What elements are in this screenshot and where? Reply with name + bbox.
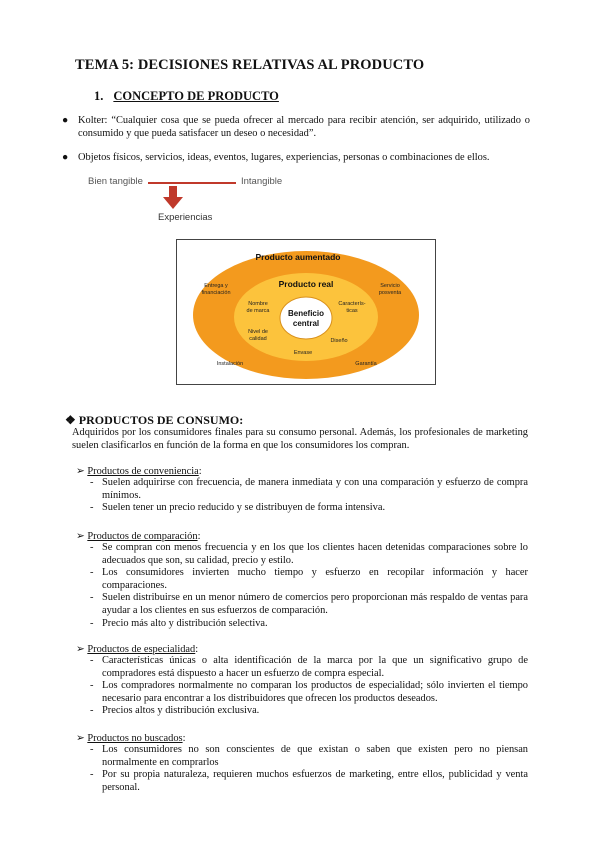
group-heading: ➢ Productos no buscados:	[76, 733, 186, 744]
list-item: - Los consumidores invierten mucho tiempo y esfuerzo en recopilar información y hacer comparaciones.	[90, 567, 528, 591]
bullet-text: Kolter: “Cualquier cosa que se pueda ofrecer al mercado para recibir atención, ser adquirido, utilizado o consumido y que pueda satisfacer un deseo o necesidad”.	[78, 115, 530, 139]
spectrum-line	[148, 182, 236, 184]
svg-text:Instalación: Instalación	[216, 361, 244, 367]
group-label: Productos de comparación	[87, 531, 198, 542]
product-levels-diagram	[176, 239, 436, 385]
section-heading	[94, 89, 279, 104]
list-item: - Se compran con menos frecuencia y en los que los clientes hacen detenidas comparaciones sobre lo adecuados que son, su calidad, precio y estilo.	[90, 542, 528, 566]
arrow-bullet-icon: ➢	[76, 531, 85, 542]
group-label: Productos no buscados	[87, 733, 183, 744]
core-label: Beneficio central	[287, 309, 325, 328]
diamond-icon: ❖	[65, 413, 76, 427]
spectrum-arrow-label: Experiencias	[158, 212, 213, 223]
bullet-text: Objetos físicos, servicios, ideas, eventos, lugares, experiencias, personas o combinaciones de ellos.	[78, 152, 490, 163]
list-item: - Por su propia naturaleza, requieren muchos esfuerzos de marketing, entre ellos, publicidad y venta personal.	[90, 769, 528, 793]
arrow-bullet-icon: ➢	[76, 466, 85, 477]
list-item: - Precios altos y distribución exclusiva.	[90, 705, 260, 717]
core-benefit-circle	[280, 297, 332, 339]
list-item: - Suelen distribuirse en un menor número de comercios pero proporcionan más respaldo de ventas para ayudar a los clientes en sus esfuerzos de comparación.	[90, 592, 528, 616]
group-items	[90, 542, 528, 630]
group-heading: ➢ Productos de conveniencia:	[76, 466, 202, 477]
group-label: Productos de conveniencia	[87, 466, 199, 477]
svg-text:Servicioposventa: Servicio posventa	[378, 283, 402, 296]
consumo-heading	[65, 413, 243, 428]
group-heading: ➢ Productos de comparación:	[76, 531, 201, 542]
list-item: - Suelen tener un precio reducido y se distribuyen de forma intensiva.	[90, 502, 386, 514]
list-item: - Suelen adquirirse con frecuencia, de manera inmediata y con una comparación y esfuerzo de compra mínimos.	[90, 477, 528, 501]
list-item: - Los compradores normalmente no comparan los productos de especialidad; sólo invierten el tiempo necesario para encontrar a los distribuidores que ofrecen los productos deseados.	[90, 680, 528, 704]
page-title: TEMA 5: DECISIONES RELATIVAS AL PRODUCTO	[75, 57, 425, 73]
section-title: CONCEPTO DE PRODUCTO	[113, 89, 279, 103]
group-items	[90, 477, 528, 515]
group-items	[90, 655, 528, 718]
bullet-dot-icon: ●	[62, 152, 69, 163]
svg-text:Garantía: Garantía	[355, 361, 377, 367]
group-heading: ➢ Productos de especialidad:	[76, 644, 199, 655]
bullet-item	[62, 152, 530, 165]
svg-text:Caracterís-ticas: Caracterís-ticas	[338, 301, 366, 314]
list-item: - Los consumidores no son conscientes de que existan o saben que existen pero no piensan normalmente en comprarlos	[90, 744, 528, 768]
svg-text:Entrega yfinanciación: Entrega y financiación	[201, 283, 231, 296]
spectrum-right-label: Intangible	[241, 176, 283, 187]
spectrum-left-label: Bien tangible	[88, 176, 143, 187]
bullet-item	[62, 115, 530, 140]
list-item: - Características únicas o alta identificación de la marca por la que un significativo grupo de compradores está dispuesto a hacer un esfuerzo de compra especial.	[90, 655, 528, 679]
consumo-intro: Adquiridos por los consumidores finales para su consumo personal. Además, los profesionales de marketing suelen clasificarlos en función de la forma en que los consumidores los compran.	[72, 427, 528, 451]
list-item: - Precio más alto y distribución selectiva.	[90, 617, 268, 629]
augmented-label: Producto aumentado	[255, 252, 341, 262]
group-items	[90, 744, 528, 794]
consumo-heading-text: PRODUCTOS DE CONSUMO:	[78, 413, 244, 427]
svg-text:Envase: Envase	[293, 350, 313, 356]
bullet-dot-icon: ●	[62, 115, 69, 126]
arrow-bullet-icon: ➢	[76, 644, 85, 655]
group-label: Productos de especialidad	[87, 644, 196, 655]
svg-text:Diseño: Diseño	[330, 338, 348, 344]
actual-label: Producto real	[278, 279, 334, 289]
svg-text:Nivel decalidad: Nivel de calidad	[248, 329, 268, 342]
arrow-bullet-icon: ➢	[76, 733, 85, 744]
down-arrow-icon	[162, 186, 184, 210]
svg-text:Nombrede marca: Nombre de marca	[246, 301, 270, 314]
section-number: 1.	[94, 89, 104, 103]
